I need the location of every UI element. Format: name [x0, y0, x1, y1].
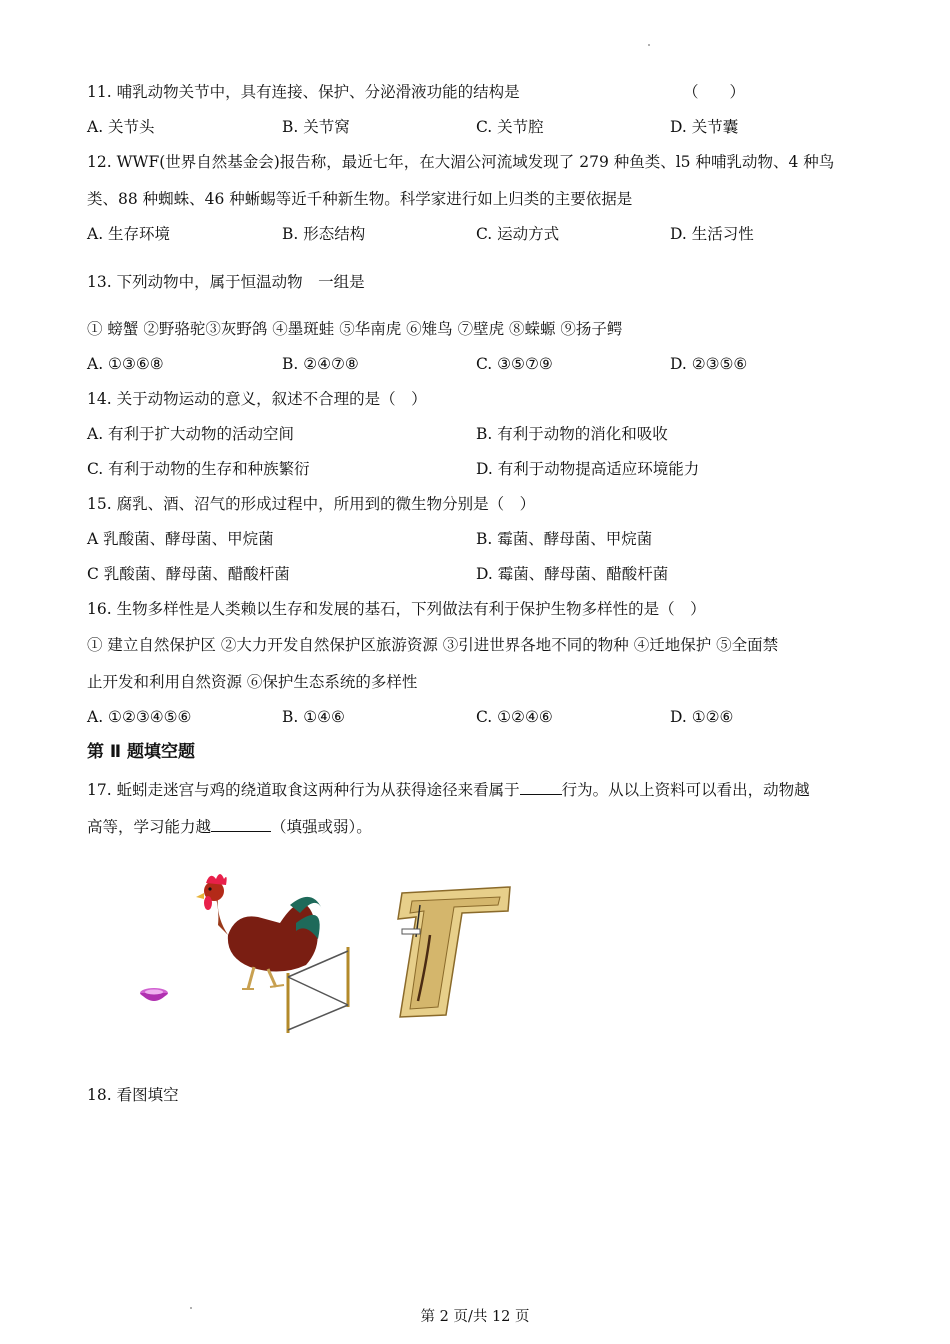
q17-line2-b: （填强或弱）。 — [271, 818, 372, 836]
rooster-icon — [196, 874, 322, 989]
q18-stem: 18. 看图填空 — [87, 1086, 179, 1104]
q14-option-d: D. 有利于动物提高适应环境能力 — [476, 460, 700, 478]
q15-stem: 15. 腐乳、酒、沼气的形成过程中，所用到的微生物分别是（ ） — [87, 495, 536, 513]
q13-option-a: A. ①③⑥⑧ — [87, 355, 164, 373]
q11-option-a: A. 关节头 — [87, 118, 155, 136]
q12-option-c: C. 运动方式 — [476, 225, 560, 243]
q11-option-b: B. 关节窝 — [282, 118, 350, 136]
q16-line1: ① 建立自然保护区 ②大力开发自然保护区旅游资源 ③引进世界各地不同的物种 ④迁地保护 ⑤全面禁 — [87, 636, 779, 654]
q17-blank-1[interactable] — [520, 779, 562, 795]
q11-option-d: D. 关节囊 — [670, 118, 739, 136]
q17-line1-a: 17. 蚯蚓走迷宫与鸡的绕道取食这两种行为从获得途径来看属于 — [87, 781, 520, 799]
q16-option-c: C. ①②④⑥ — [476, 708, 553, 726]
q16-option-b: B. ①④⑥ — [282, 708, 345, 726]
q17-line1-b: 行为。从以上资料可以看出，动物越 — [561, 781, 810, 799]
q12-option-d: D. 生活习性 — [670, 225, 754, 243]
q12-option-b: B. 形态结构 — [282, 225, 366, 243]
q16-line2: 止开发和利用自然资源 ⑥保护生态系统的多样性 — [87, 673, 418, 691]
q17-line1 — [87, 779, 810, 800]
q17-blank-2[interactable] — [211, 816, 271, 832]
q13-option-d: D. ②③⑤⑥ — [670, 355, 748, 373]
q17-line2 — [87, 816, 372, 837]
q12-line1: 12. WWF(世界自然基金会)报告称，最近七年，在大湄公河流域发现了 279 种鱼类、l5 种哺乳动物、4 种鸟 — [87, 153, 835, 171]
q17-line2-a: 高等，学习能力越 — [87, 818, 212, 836]
q16-stem: 16. 生物多样性是人类赖以生存和发展的基石，下列做法有利于保护生物多样性的是（ ） — [87, 600, 706, 618]
page-number: 第 2 页/共 12 页 — [420, 1309, 530, 1325]
q15-option-a: A 乳酸菌、酵母菌、甲烷菌 — [87, 530, 274, 548]
q13-stem: 13. 下列动物中，属于恒温动物 一组是 — [87, 273, 365, 291]
q11-paren: （ ） — [683, 83, 746, 101]
q13-items: ① 螃蟹 ②野骆驼③灰野鸽 ④墨斑蛙 ⑤华南虎 ⑥雉鸟 ⑦壁虎 ⑧蝾螈 ⑨扬子鳄 — [87, 320, 623, 338]
bowl-icon — [140, 988, 168, 1001]
q12-option-a: A. 生存环境 — [87, 225, 171, 243]
q15-option-b: B. 霉菌、酵母菌、甲烷菌 — [476, 530, 653, 548]
q14-option-a: A. 有利于扩大动物的活动空间 — [87, 425, 295, 443]
section-title: 第 Ⅱ 题填空题 — [87, 742, 196, 762]
q14-stem: 14. 关于动物运动的意义，叙述不合理的是（ ） — [87, 390, 427, 408]
q14-option-b: B. 有利于动物的消化和吸收 — [476, 425, 668, 443]
q12-line2: 类、88 种蜘蛛、46 种蜥蜴等近千种新生物。科学家进行如上归类的主要依据是 — [87, 190, 633, 208]
scan-dot — [648, 44, 650, 46]
q11-option-c: C. 关节腔 — [476, 118, 544, 136]
q16-option-a: A. ①②③④⑤⑥ — [87, 708, 192, 726]
q17-figure — [130, 865, 530, 1045]
q11-stem: 11. 哺乳动物关节中，具有连接、保护、分泌滑液功能的结构是 — [87, 83, 520, 101]
q15-option-d: D. 霉菌、酵母菌、醋酸杆菌 — [476, 565, 669, 583]
q15-option-c: C 乳酸菌、酵母菌、醋酸杆菌 — [87, 565, 290, 583]
q13-option-c: C. ③⑤⑦⑨ — [476, 355, 553, 373]
q16-option-d: D. ①②⑥ — [670, 708, 734, 726]
t-maze-icon — [398, 887, 510, 1017]
q13-option-b: B. ②④⑦⑧ — [282, 355, 359, 373]
q14-option-c: C. 有利于动物的生存和种族繁衍 — [87, 460, 310, 478]
